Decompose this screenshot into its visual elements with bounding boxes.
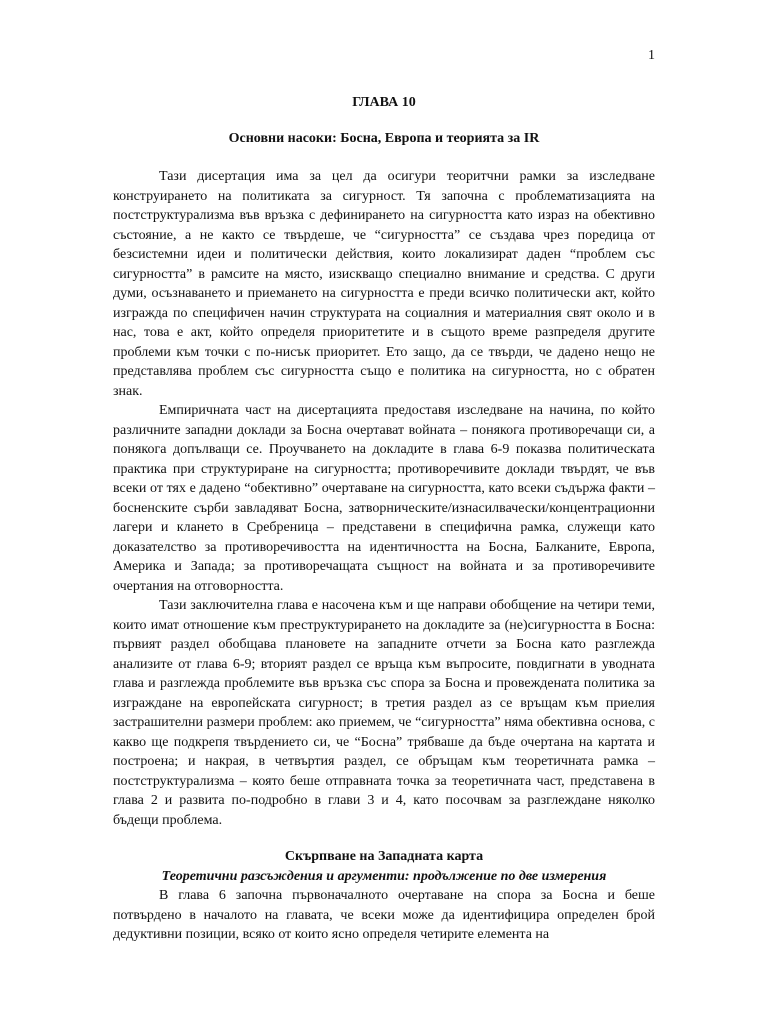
chapter-title: ГЛАВА 10 (352, 95, 416, 110)
paragraph-intro: Тази дисертация има за цел да осигури теоритчни рамки за изследване конструирането на политиката за сигурност. Тя започна с проблематизацията на постструктурализма във връзка с дефинирането на сигурността като израз на обективно състояние, а не както се твърдеше, че “сигурността” се създава чрез поредица от безсистемни идеи и политически действия, които локализират даден “проблем със сигурността” в рамсите на място, изискващо специално внимание и средства. С други думи, осъзнаването и приемането на сигурността е преди всичко политически акт, който изгражда по специфичен начин структурата на социалния и материалния свят около и в нас, това е акт, който определя приоритетите и в същото време разпределя другите проблеми към точки с по-нисък приоритет. Ето защо, да се твърди, че дадено нещо не представлява проблем със сигурността също е политика на сигурността, но с обратен знак. (113, 169, 655, 399)
paragraph-conclusion-overview: Тази заключителна глава е насочена към и ще направи обобщение на четири теми, които имат отношение към преструктурирането на докладите за (не)сигурността в Босна: първият раздел обобщава плановете на западните отчети за Босна като разглежда анализите от глава 6-9; вторият раздел се връща към въпросите, повдигнати в уводната глава и разглежда проблемите във връзка със спора за Босна и провеждената политика за изграждане на европейската сигурност; в третия раздел аз се връщам към приелия застрашителни размери проблем: ако приемем, че “сигурността” няма обективна основа, с какво ще подкрепя твърдението си, че “Босна” трябваше да бъде очертана на картата и построена; и накрая, в четвъртия раздел, се обръщам към теоретичната рамка – постструктурализма – която беше отправната точка за теоретичната част, представена в глава 2 и развита по-подробно в глави 3 и 4, като посочвам за разглеждане няколко бъдещи проблема. (113, 598, 655, 828)
paragraph-empirical: Емпиричната част на дисертацията предоставя изследване на начина, по който различните западни доклади за Босна очертават войната – понякога противоречащи си, а понякога допълващи се. Проучването на докладите в глава 6-9 показва политическата практика при структуриране на сигурността; противоречивите доклади твърдят, че във всеки от тях е дадено “обективно” очертаване на сигурността, като всеки съдържа факти – босненските сърби завладяват Босна, затворническите/изнасилвачески/концентрационни лагери и клането в Сребреница – представени в специфична рамка, служещи като доказателство за противоречивостта на идентичността на Босна, Балканите, Европа, Америка и Запада; за противоречащата същност на войната и за противоречивите очертания на отговорността. (113, 403, 655, 594)
paragraph-section-start: В глава 6 започна първоначалното очертаване на спора за Босна и беше потвърдено в началото на главата, че всеки може да идентифицира определен брой дедуктивни позиции, всяко от които ясно определя четирите елемента на (113, 888, 655, 942)
chapter-subtitle: Основни насоки: Босна, Европа и теорията за IR (228, 130, 540, 146)
section-title: Скърпване на Западната карта (284, 849, 484, 864)
section-subtitle: Теоретични разсъждения и аргументи: продължение по две измерения (161, 868, 607, 884)
document-body (113, 93, 655, 945)
page-number: 1 (648, 48, 655, 63)
